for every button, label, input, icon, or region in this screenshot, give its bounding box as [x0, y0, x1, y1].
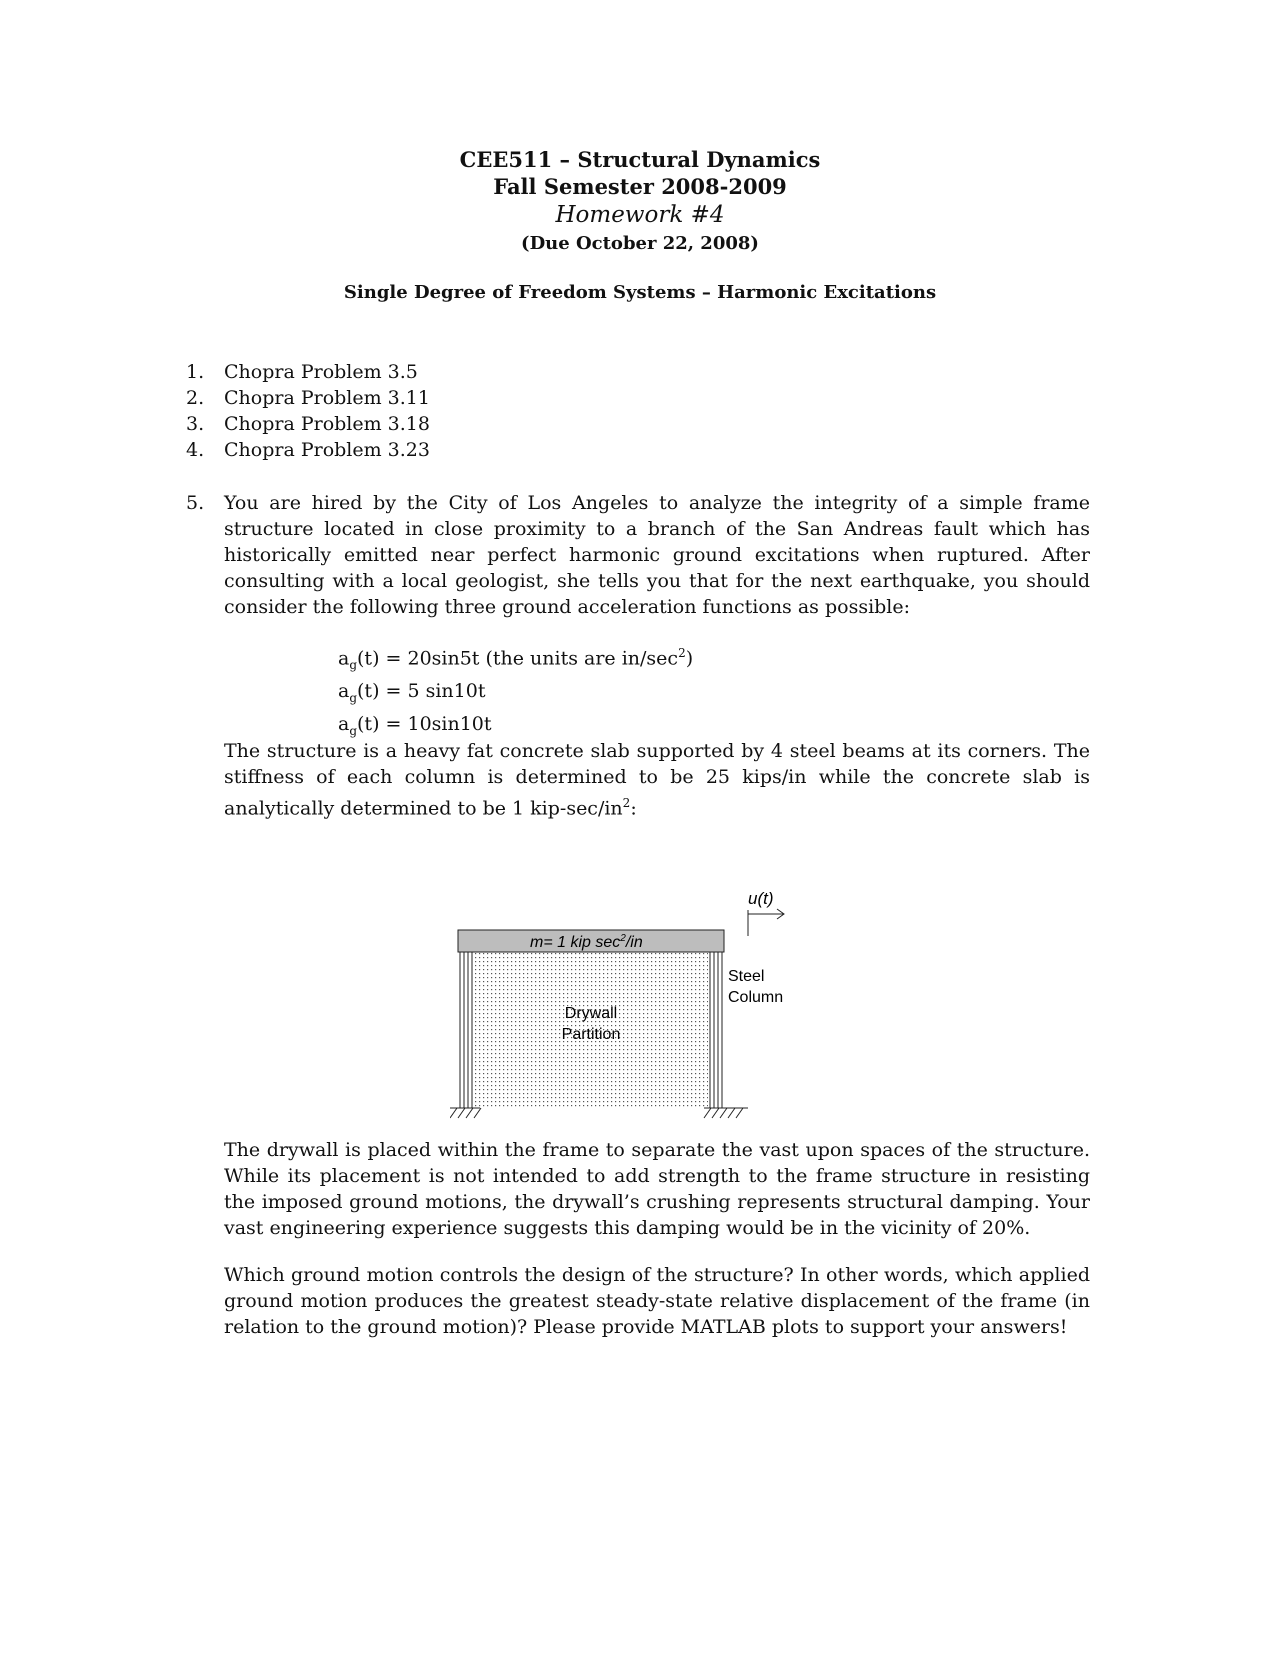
list-item	[186, 385, 430, 411]
problem-5-number: 5.	[186, 492, 205, 514]
equation-3: $a_g(t) = 10\sin 10t$	[338, 712, 492, 738]
column-label: Column	[728, 989, 784, 1006]
drywall-label: Partition	[561, 1026, 621, 1043]
ground-support-right	[704, 1108, 748, 1118]
structure-paragraph: The structure is a heavy fat concrete slab supported by 4 steel beams at its corners. The stiffness of each column is determined to be 25 kips/in while the concrete slab is analytically determined to be 1 kip-$\sec/in^2$:	[224, 740, 1090, 820]
problem-5-intro-text: You are hired by the City of Los Angeles to analyze the integrity of a simple frame structure located in close proximity to a branch of the San Andreas fault which has historically emitted near perfect harmonic ground excitations when ruptured. After consulting with a local geologist, she tells you that for the next earthquake, you should consider the following three ground acceleration functions as possible:	[224, 492, 1090, 618]
equation-2: $a_g(t) = 5$ sin10t	[338, 680, 486, 705]
list-item-text: Chopra Problem 3.5	[224, 361, 418, 383]
frame-diagram	[450, 880, 810, 1130]
drywall-label: Drywall	[564, 1005, 618, 1022]
list-item	[186, 411, 430, 437]
list-item	[186, 359, 430, 385]
steel-column-right	[710, 952, 722, 1108]
ground-support-left	[450, 1108, 481, 1118]
list-item-number: 4.	[186, 439, 205, 461]
semester-line: Fall Semester 2008-2009	[493, 174, 787, 199]
document-header	[0, 146, 1280, 257]
list-item-text: Chopra Problem 3.23	[224, 439, 430, 461]
course-title: CEE511 – Structural Dynamics	[459, 147, 821, 172]
list-item	[186, 437, 430, 463]
list-item-text: Chopra Problem 3.18	[224, 413, 430, 435]
drywall-paragraph: The drywall is placed within the frame to separate the vast upon spaces of the structure. While its placement is not intended to add strength to the frame structure in resisting the imposed ground motions, the drywall’s crushing represents structural damping. Your vast engineering experience suggests this damping would be in the vicinity of 20%.	[224, 1139, 1090, 1239]
list-item-number: 3.	[186, 413, 205, 435]
list-item-number: 2.	[186, 387, 205, 409]
problem-5-intro	[186, 490, 1090, 620]
assignment-subtitle: Single Degree of Freedom Systems – Harmonic Excitations	[343, 282, 937, 303]
problem-list	[186, 359, 430, 463]
question-paragraph: Which ground motion controls the design of the structure? In other words, which applied ground motion produces the greatest steady-state relative displacement of the frame (in relation to the ground motion)? Please provide MATLAB plots to support your answers!	[224, 1264, 1090, 1338]
column-label: Steel	[728, 968, 765, 985]
list-item-text: Chopra Problem 3.11	[224, 387, 430, 409]
homework-title: Homework #4	[555, 202, 725, 228]
acceleration-equations	[338, 640, 693, 744]
due-date: (Due October 22, 2008)	[521, 233, 759, 254]
list-item-number: 1.	[186, 361, 205, 383]
steel-column-left	[460, 952, 472, 1108]
mass-label: m= 1 kip $\sec^2/in$	[530, 933, 643, 951]
equation-1: $a_g(t) = 20\sin 5t$ (the units are $in/\sec^2$)	[338, 646, 694, 673]
displacement-label: u(t)	[748, 889, 774, 908]
